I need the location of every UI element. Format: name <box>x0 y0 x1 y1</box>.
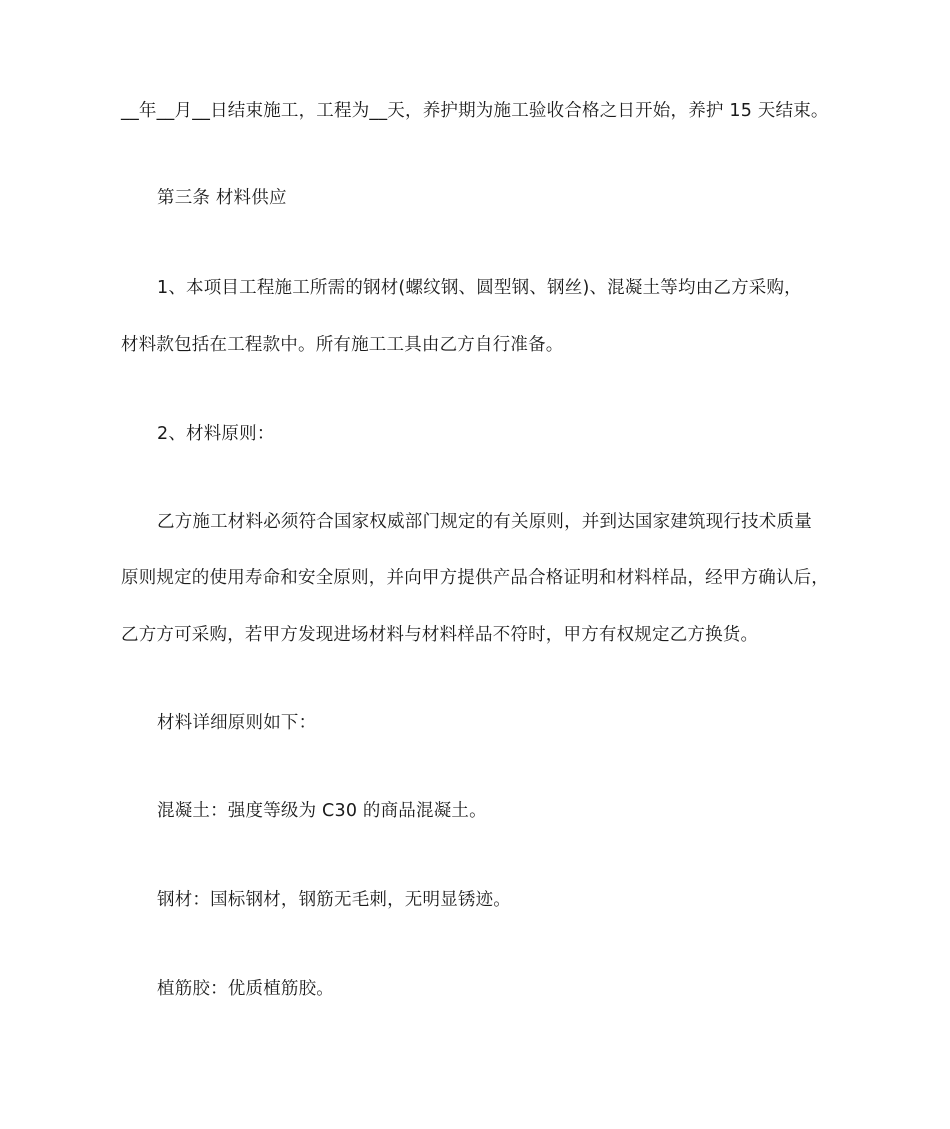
clause-1-line-2: 材料款包括在工程款中。所有施工工具由乙方自行准备。 <box>121 335 564 355</box>
materials-paragraph-line-1: 乙方施工材料必须符合国家权威部门规定的有关原则，并到达国家建筑现行技术质量 <box>157 512 812 532</box>
adhesive-spec: 植筋胶：优质植筋胶。 <box>157 979 334 999</box>
materials-paragraph-line-3: 乙方方可采购，若甲方发现进场材料与材料样品不符时，甲方有权规定乙方换货。 <box>121 625 759 645</box>
article-3-heading: 第三条 材料供应 <box>157 188 287 208</box>
concrete-spec: 混凝土：强度等级为 C30 的商品混凝土。 <box>157 801 487 821</box>
materials-detail-heading: 材料详细原则如下： <box>157 713 317 733</box>
paragraph-construction-end-date: __年__月__日结束施工，工程为__天，养护期为施工验收合格之日开始，养护 15 天结束。 <box>121 101 829 121</box>
steel-spec: 钢材：国标钢材，钢筋无毛刺，无明显锈迹。 <box>157 890 511 910</box>
clause-2-heading: 2、材料原则： <box>157 424 275 444</box>
materials-paragraph-line-2: 原则规定的使用寿命和安全原则，并向甲方提供产品合格证明和材料样品，经甲方确认后， <box>121 568 829 588</box>
clause-1-line-1: 1、本项目工程施工所需的钢材(螺纹钢、圆型钢、钢丝)、混凝土等均由乙方采购， <box>157 278 802 298</box>
